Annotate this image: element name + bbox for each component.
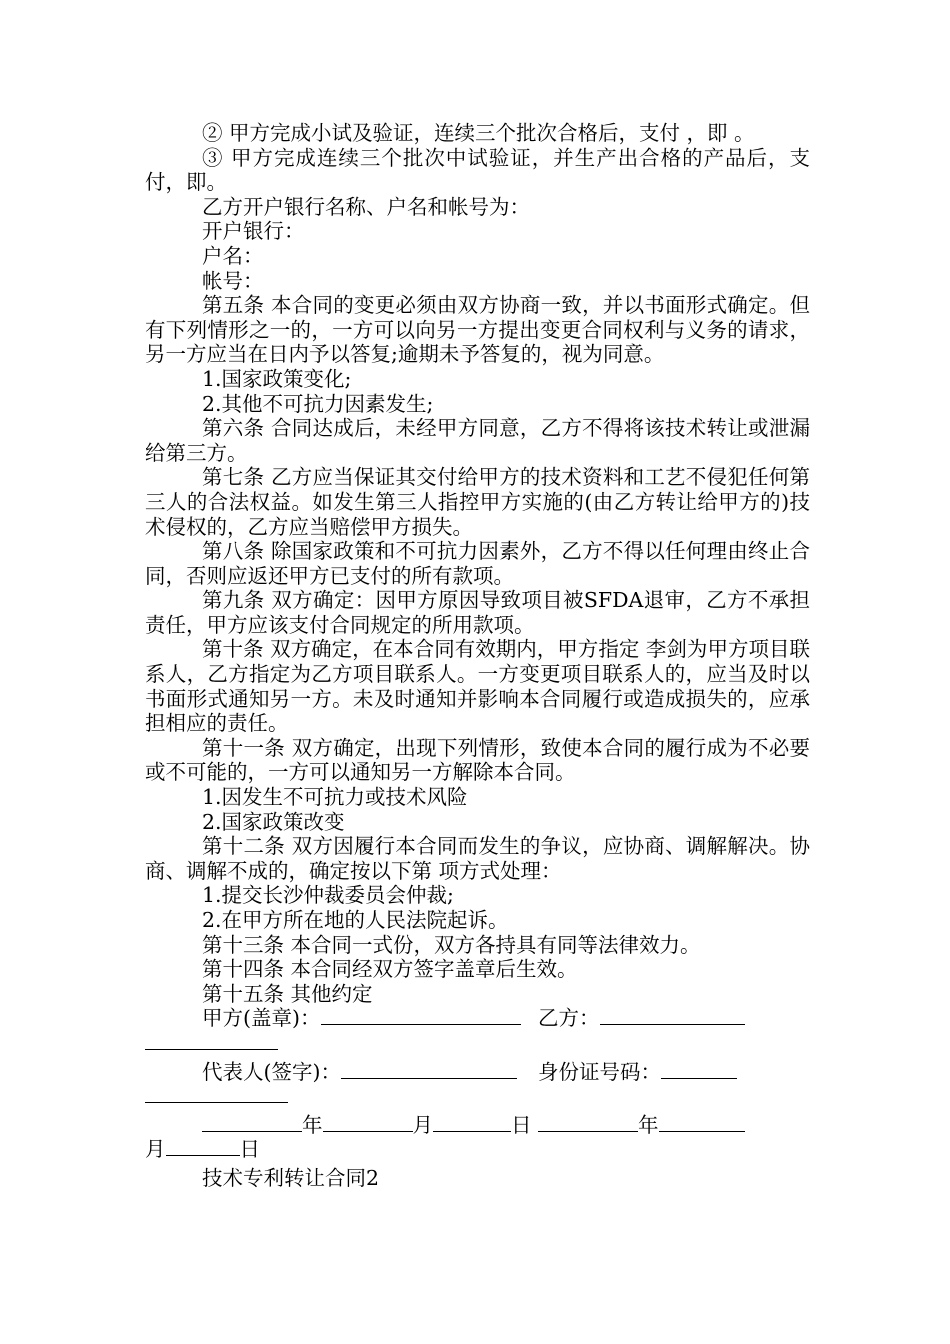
article-10: 第十条 双方确定，在本合同有效期内，甲方指定 李剑为甲方项目联系人，乙方指定为乙方项目联系人。一方变更项目联系人的，应当及时以书面形式通知另一方。未及时通知并影响本合同履行或造成损失的，应承担相应的责任。 xyxy=(145,637,810,736)
article-9: 第九条 双方确定：因甲方原因导致项目被SFDA退审，乙方不承担责任，甲方应该支付合同规定的所用款项。 xyxy=(145,588,810,637)
year-label-b: 年 xyxy=(638,1112,659,1137)
day-label: 日 xyxy=(511,1112,532,1137)
month-label-b: 月 xyxy=(145,1137,166,1162)
id-number-blank-continued xyxy=(145,1084,810,1109)
next-contract-title: 技术专利转让合同2 xyxy=(202,1165,380,1190)
party-b-year-blank[interactable] xyxy=(538,1113,638,1132)
id-number-blank[interactable] xyxy=(661,1060,737,1079)
article-13: 第十三条 本合同一式份，双方各持具有同等法律效力。 xyxy=(202,932,701,957)
clause-payment-3: ③ 甲方完成连续三个批次中试验证，并生产出合格的产品后，支付，即。 xyxy=(145,145,810,195)
party-b-blank-continued xyxy=(145,1031,810,1056)
representative-label: 代表人(签字)： xyxy=(202,1059,341,1084)
document-page xyxy=(145,121,810,1191)
article-15: 第十五条 其他约定 xyxy=(202,981,373,1006)
article-11-item-2: 2.国家政策改变 xyxy=(202,809,345,834)
year-label: 年 xyxy=(302,1112,323,1137)
party-b-day-blank[interactable] xyxy=(166,1137,240,1156)
article-6: 第六条 合同达成后，未经甲方同意，乙方不得将该技术转让或泄漏给第三方。 xyxy=(145,416,810,465)
party-a-month-blank[interactable] xyxy=(323,1113,413,1132)
id-number-label: 身份证号码： xyxy=(538,1059,661,1084)
party-b-blank[interactable] xyxy=(600,1006,745,1025)
article-12-item-1: 1.提交长沙仲裁委员会仲裁; xyxy=(202,883,454,908)
representative-blank[interactable] xyxy=(341,1060,517,1079)
signature-row-parties xyxy=(145,1006,810,1031)
id-number-blank-line-2[interactable] xyxy=(145,1084,288,1103)
party-a-date xyxy=(145,1113,538,1138)
clause-payment-2: ② 甲方完成小试及验证，连续三个批次合格后，支付 ，即 。 xyxy=(202,121,755,145)
article-5-item-1: 1.国家政策变化; xyxy=(202,366,352,391)
month-label: 月 xyxy=(412,1112,433,1137)
signature-row-dates xyxy=(145,1113,810,1138)
article-11: 第十一条 双方确定，出现下列情形，致使本合同的履行成为不必要或不可能的，一方可以通知另一方解除本合同。 xyxy=(145,735,810,785)
article-11-item-1: 1.因发生不可抗力或技术风险 xyxy=(202,785,468,810)
account-name: 户名： xyxy=(202,243,264,268)
article-14: 第十四条 本合同经双方签字盖章后生效。 xyxy=(202,957,578,982)
party-a-label: 甲方(盖章)： xyxy=(202,1006,321,1031)
article-7: 第七条 乙方应当保证其交付给甲方的技术资料和工艺不侵犯任何第三人的合法权益。如发生第三人指控甲方实施的(由乙方转让给甲方的)技术侵权的，乙方应当赔偿甲方损失。 xyxy=(145,465,810,539)
article-12: 第十二条 双方因履行本合同而发生的争议，应协商、调解解决。协商、调解不成的，确定按以下第 项方式处理： xyxy=(145,834,810,883)
article-5: 第五条 本合同的变更必须由双方协商一致，并以书面形式确定。但有下列情形之一的，一方可以向另一方提出变更合同权利与义务的请求，另一方应当在日内予以答复;逾期未予答复的，视为同意。 xyxy=(145,293,810,367)
article-12-item-2: 2.在甲方所在地的人民法院起诉。 xyxy=(202,908,509,932)
signature-row-reps xyxy=(145,1060,810,1085)
party-a-blank[interactable] xyxy=(321,1006,521,1025)
article-5-item-2: 2.其他不可抗力因素发生; xyxy=(202,391,434,416)
account-number: 帐号： xyxy=(202,268,264,293)
party-b-label: 乙方： xyxy=(538,1006,600,1031)
id-number-block xyxy=(538,1060,810,1085)
party-a-year-blank[interactable] xyxy=(202,1113,302,1132)
representative-block xyxy=(145,1060,538,1085)
party-a-block xyxy=(145,1006,538,1031)
party-a-day-blank[interactable] xyxy=(433,1113,511,1132)
party-b-month-blank-end[interactable] xyxy=(659,1113,745,1132)
bank-info-intro: 乙方开户银行名称、户名和帐号为： xyxy=(202,194,530,219)
party-b-date xyxy=(538,1113,810,1138)
party-b-date-continued xyxy=(145,1137,810,1162)
day-label-b: 日 xyxy=(239,1137,260,1162)
bank-name: 开户银行： xyxy=(202,219,305,244)
party-b-blank-line-2[interactable] xyxy=(145,1031,278,1050)
party-b-block xyxy=(538,1006,810,1031)
article-8: 第八条 除国家政策和不可抗力因素外，乙方不得以任何理由终止合同，否则应返还甲方已支付的所有款项。 xyxy=(145,539,810,588)
